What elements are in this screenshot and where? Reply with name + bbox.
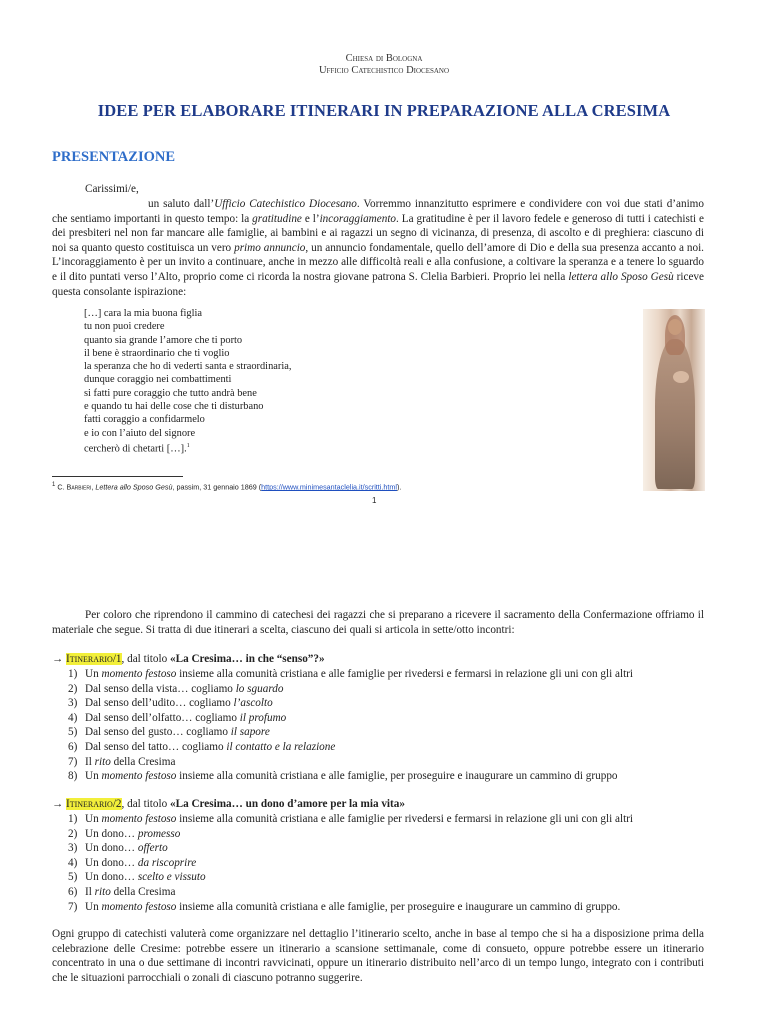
section-title: PRESENTAZIONE — [52, 149, 176, 165]
paragraph-itinerari-intro: Per coloro che riprendono il cammino di catechesi dei ragazzi che si preparano a ricevere il sacramento della Confermazione offriamo il materiale che segue. Si tratta di due itinerari a scelta, ciascuno dei quali si articola in sette/otto incontri: — [52, 609, 704, 636]
poem-line: dunque coraggio nei combattimenti — [84, 374, 232, 386]
itinerario2-label: Itinerario/2 — [65, 798, 122, 810]
footnote: $^1$ C. Barbieri, Lettera allo Sposo Gesù, passim, 31 gennaio 1869 (https://www.minimesantaclelia.it/scritti.html). — [52, 482, 402, 492]
header-church: Chiesa di Bologna — [345, 53, 423, 64]
poem-quote — [84, 307, 291, 456]
poem-line: […] cara la mia buona figlia — [84, 308, 202, 319]
header-office: Ufficio Catechistico Diocesano — [318, 65, 450, 76]
footnote-divider — [52, 476, 183, 477]
itinerario2-list — [68, 812, 633, 914]
paragraph-organization: Ogni gruppo di catechisti valuterà come organizzare nel dettaglio l’itinerario scelto, anche in base al tempo che si ha a disposizione prima della celebrazione delle Cresime: potrebbe essere un itinerario a scansione settimanale, come di consueto, oppure potrebbe essere un itinerario concentrato in una o due settimane di incontri ravvicinati, oppure un itinerario distribuito nell’arco di un tempo lungo, integrato con i contributi che le situazioni parrocchiali o zonali di ciascuno potranno suggerire. — [52, 928, 704, 984]
list-item: 3) Dal senso dell’udito… cogliamo l’ascolto — [68, 697, 273, 710]
list-item: 5) Un dono… scelto e vissuto — [68, 871, 206, 884]
arrow-icon: → — [52, 653, 64, 665]
list-item: 7) Il rito della Cresima — [68, 755, 176, 768]
document-title: IDEE PER ELABORARE ITINERARI IN PREPARAZIONE ALLA CRESIMA — [97, 101, 671, 120]
list-item: 6) Il rito della Cresima — [68, 885, 176, 898]
list-item: 1) Un momento festoso insieme alla comunità cristiana e alle famiglie per rivedersi e fermarsi in relazione gli uni con gli altri — [68, 813, 634, 825]
poem-line: tu non puoi credere — [84, 321, 165, 333]
itinerario2-heading: → Itinerario/2, dal titolo «La Cresima… un dono d’amore per la mia vita» — [52, 798, 405, 810]
itinerario1-title: «La Cresima… in che “senso”?» — [170, 653, 325, 665]
itinerario2-title: «La Cresima… un dono d’amore per la mia vita» — [170, 798, 405, 810]
list-item: 5) Dal senso del gusto… cogliamo il sapore — [68, 726, 270, 739]
poem-line: il bene è straordinario che ti voglio — [84, 347, 230, 359]
poem-line: e quando tu hai delle cose che ti disturbano — [84, 401, 264, 413]
page-number: 1 — [372, 496, 377, 505]
list-item: 6) Dal senso del tatto… cogliamo il contatto e la relazione — [68, 740, 336, 753]
arrow-icon: → — [52, 798, 64, 810]
salutation: Carissimi/e, — [85, 183, 139, 195]
poem-line: fatti coraggio a confidarmelo — [84, 414, 205, 426]
list-item: 4) Un dono… da riscoprire — [68, 856, 197, 869]
list-item: 2) Un dono… promesso — [68, 827, 181, 840]
footnote-link[interactable]: https://www.minimesantaclelia.it/scritti.html — [261, 482, 397, 492]
footnote-ref: 1 — [186, 442, 190, 449]
list-item: 1) Un momento festoso insieme alla comunità cristiana e alle famiglie per rivedersi e fermarsi in relazione gli uni con gli altri — [68, 668, 634, 680]
list-item: 8) Un momento festoso insieme alla comunità cristiana e alle famiglie, per proseguire e inaugurare un cammino di gruppo — [68, 770, 618, 783]
list-item: 7) Un momento festoso insieme alla comunità cristiana e alle famiglie, per proseguire e inaugurare un cammino di gruppo. — [68, 900, 621, 913]
list-item: 3) Un dono… offerto — [68, 842, 168, 855]
itinerario1-heading: → Itinerario/1, dal titolo «La Cresima… in che “senso”?» — [52, 653, 325, 665]
list-item: 4) Dal senso dell’olfatto… cogliamo il profumo — [68, 711, 287, 724]
poem-line: si fatti pure coraggio che tutto andrà bene — [84, 387, 257, 399]
poem-line: la speranza che ho di vederti santa e straordinaria, — [84, 361, 292, 373]
itinerario1-list — [68, 667, 633, 784]
poem-line: e io con l’aiuto del signore — [84, 427, 196, 439]
list-item: 2) Dal senso della vista… cogliamo lo sguardo — [68, 682, 284, 695]
poem-line: quanto sia grande l’amore che ti porto — [84, 334, 243, 346]
intro-paragraph: un saluto dall’Ufficio Catechistico Diocesano. Vorremmo innanzitutto esprimere e condividere con voi due stati d’animo che sentiamo importanti in questo tempo: la gratitudine e l’incoraggiamento. La gratitudine è per il lavoro fedele e generoso di tutti i catechisti e dei presbiteri nel non far mancare alle famiglie, ai bambini e ai ragazzi un segno di vicinanza, di presenza, di ascolto e di preghiera: ciascuno di noi sa quanto questo costituisca un vero primo annuncio, un annuncio fondamentale, quello dell’amore di Dio e della sua presenza accanto a noi. L’incoraggiamento è per un invito a continuare, anche in mezzo alle difficoltà reali e alla confusione, a coltivare la speranza e a tenere lo sguardo e il dito puntati verso l’Alto, proprio come ci ricorda la nostra giovane patrona S. Clelia Barbieri. Proprio lei nella lettera allo Sposo Gesù riceve questa consolante ispirazione: — [52, 198, 704, 298]
itinerario1-label: Itinerario/1 — [65, 653, 122, 665]
saint-statue-image — [643, 309, 705, 491]
poem-line: cercherò di chetarti […].$^1$ — [84, 442, 190, 455]
